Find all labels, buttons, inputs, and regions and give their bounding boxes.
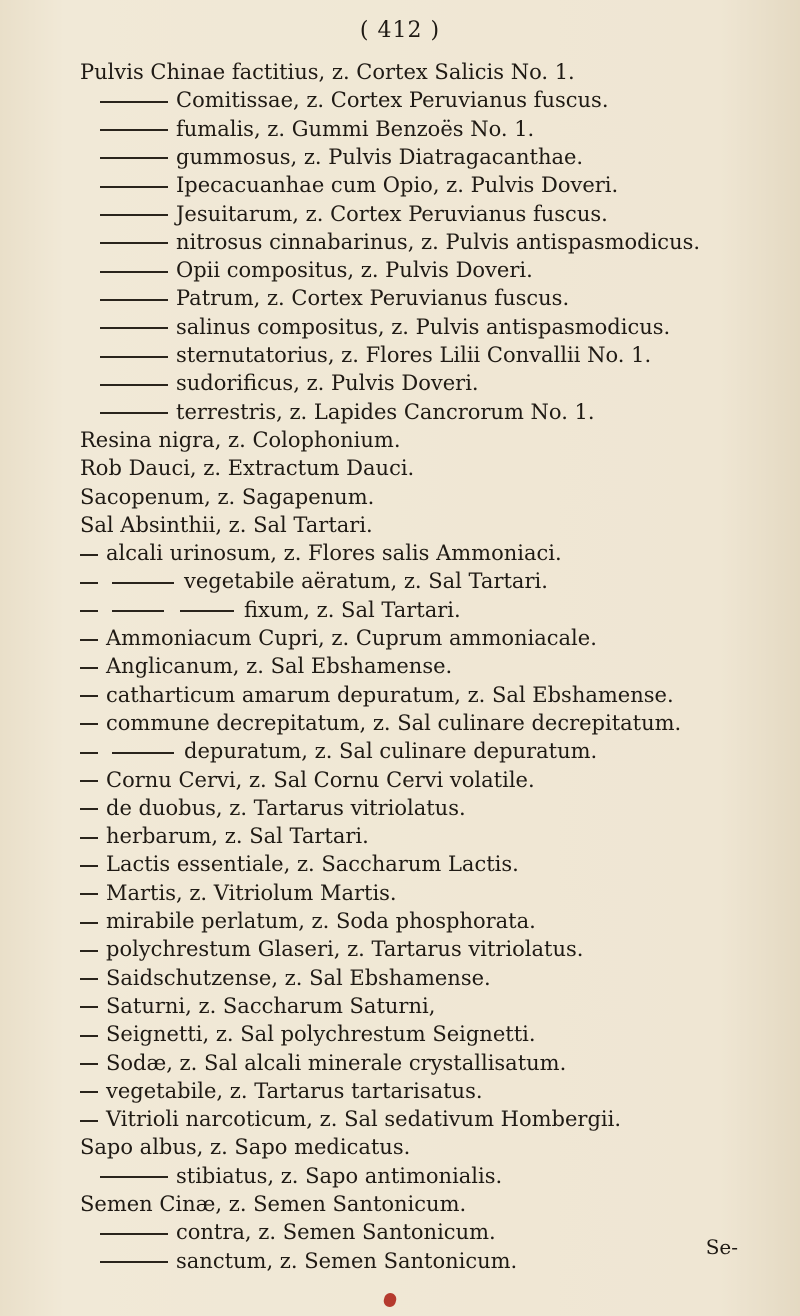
- entry-text: Jesuitarum, z. Cortex Peruvianus fuscus.: [176, 201, 608, 226]
- entry-text: mirabile perlatum, z. Soda phosphorata.: [106, 909, 536, 933]
- entry-text: Anglicanum, z. Sal Ebshamense.: [106, 654, 453, 679]
- entry-text: catharticum amarum depuratum, z. Sal Ebshamense.: [106, 682, 674, 707]
- entry-text: nitrosus cinnabarinus, z. Pulvis antispasmodicus.: [176, 229, 701, 254]
- ditto-dash: [80, 808, 98, 810]
- entry-text: alcali urinosum, z. Flores salis Ammoniaci.: [106, 541, 562, 566]
- ditto-dash: [80, 893, 98, 895]
- ditto-dash: [80, 978, 98, 980]
- entry-text: Patrum, z. Cortex Peruvianus fuscus.: [176, 286, 570, 311]
- entry-text: Martis, z. Vitriolum Martis.: [106, 880, 397, 905]
- ditto-dash: [80, 1091, 98, 1093]
- ditto-dash: [112, 752, 174, 754]
- ditto-dash: [100, 101, 168, 103]
- entry-text: gummosus, z. Pulvis Diatragacanthae.: [176, 144, 584, 169]
- index-entry: [80, 86, 780, 115]
- index-entry: [80, 596, 780, 625]
- entry-text: commune decrepitatum, z. Sal culinare decrepitatum.: [106, 710, 682, 735]
- index-entry: [80, 766, 780, 795]
- index-entry: [80, 1049, 780, 1078]
- index-entry: [80, 1247, 780, 1276]
- index-entry: [80, 1133, 780, 1162]
- index-entry: [80, 171, 780, 200]
- index-entry: [80, 115, 780, 144]
- ditto-dash: [100, 186, 168, 188]
- entry-text: stibiatus, z. Sapo antimonialis.: [176, 1163, 503, 1188]
- ditto-dash: [80, 780, 98, 782]
- ditto-dash: [112, 582, 174, 584]
- ditto-dash: [80, 837, 98, 839]
- ditto-dash: [80, 667, 98, 669]
- index-entry: [80, 1218, 780, 1247]
- entry-text: Ipecacuanhae cum Opio, z. Pulvis Doveri.: [176, 173, 619, 198]
- ditto-dash: [80, 639, 98, 641]
- entry-text: fumalis, z. Gummi Benzoës No. 1.: [176, 116, 535, 141]
- ditto-dash: [180, 610, 234, 612]
- ditto-dash: [80, 1006, 98, 1008]
- ditto-dash: [100, 242, 168, 244]
- index-entry: [80, 58, 780, 87]
- index-entry: [80, 992, 780, 1021]
- index-entry: [80, 284, 780, 313]
- entry-text: sternutatorius, z. Flores Lilii Convallii No. 1.: [176, 343, 652, 367]
- entry-text: depuratum, z. Sal culinare depuratum.: [184, 739, 598, 764]
- index-entry: [80, 313, 780, 342]
- ditto-dash: [80, 922, 98, 924]
- index-entry: [80, 681, 780, 710]
- entry-text: sudorificus, z. Pulvis Doveri.: [176, 371, 479, 396]
- ditto-dash: [80, 752, 98, 754]
- entry-text: contra, z. Semen Santonicum.: [176, 1220, 496, 1245]
- ditto-dash: [100, 1176, 168, 1178]
- index-entry: [80, 567, 780, 596]
- index-entry: [80, 483, 780, 512]
- index-entry: [80, 1105, 780, 1134]
- ditto-dash: [80, 610, 98, 612]
- ditto-dash: [80, 950, 98, 952]
- entry-text: Sodæ, z. Sal alcali minerale crystallisatum.: [106, 1050, 567, 1075]
- entry-text: fixum, z. Sal Tartari.: [244, 597, 461, 622]
- entry-text: Cornu Cervi, z. Sal Cornu Cervi volatile.: [106, 767, 535, 792]
- entry-text: vegetabile, z. Tartarus tartarisatus.: [106, 1078, 483, 1103]
- entry-text: Lactis essentiale, z. Saccharum Lactis.: [106, 852, 519, 877]
- page-number: ( 412 ): [359, 18, 441, 43]
- entry-text: polychrestum Glaseri, z. Tartarus vitriolatus.: [106, 937, 584, 962]
- index-entry: [80, 1190, 780, 1219]
- index-entry: [80, 907, 780, 936]
- index-entry: [80, 822, 780, 851]
- entry-text: Opii compositus, z. Pulvis Doveri.: [176, 258, 533, 283]
- ditto-dash: [100, 1233, 168, 1235]
- entry-text: Pulvis Chinae factitius, z. Cortex Salicis No. 1.: [80, 60, 575, 84]
- index-entry: [80, 1020, 780, 1049]
- ditto-dash: [80, 1063, 98, 1065]
- index-entry: [80, 1077, 780, 1106]
- entry-text: Comitissae, z. Cortex Peruvianus fuscus.: [176, 88, 609, 113]
- index-entry: [80, 454, 780, 483]
- index-entry: [80, 879, 780, 908]
- entry-text: Resina nigra, z. Colophonium.: [80, 427, 401, 452]
- ditto-dash: [100, 271, 168, 273]
- ditto-dash: [80, 865, 98, 867]
- ditto-dash: [80, 582, 98, 584]
- ditto-dash: [100, 412, 168, 414]
- ditto-dash: [80, 1120, 98, 1122]
- entry-text: Saidschutzense, z. Sal Ebshamense.: [106, 965, 491, 990]
- index-entry: [80, 935, 780, 964]
- ditto-dash: [80, 723, 98, 725]
- index-entry: [80, 539, 780, 568]
- index-entry: [80, 143, 780, 172]
- ditto-dash: [80, 695, 98, 697]
- index-entry: [80, 737, 780, 766]
- index-entry: [80, 624, 780, 653]
- entry-text: Ammoniacum Cupri, z. Cuprum ammoniacale.: [106, 626, 597, 650]
- ditto-dash: [100, 327, 168, 329]
- index-entry: [80, 341, 780, 370]
- entry-text: herbarum, z. Sal Tartari.: [106, 824, 369, 849]
- catchword: Se-: [705, 1235, 738, 1259]
- entry-text: Semen Cinæ, z. Semen Santonicum.: [80, 1192, 467, 1216]
- ditto-dash: [100, 356, 168, 358]
- index-entry: [80, 256, 780, 285]
- entry-text: Rob Dauci, z. Extractum Dauci.: [80, 456, 415, 481]
- index-entry: [80, 511, 780, 540]
- index-entry: [80, 652, 780, 681]
- entry-text: Sacopenum, z. Sagapenum.: [80, 484, 375, 509]
- ditto-dash: [100, 129, 168, 131]
- index-entry: [80, 426, 780, 455]
- entry-text: Sal Absinthii, z. Sal Tartari.: [80, 512, 373, 537]
- index-entry: [80, 228, 780, 257]
- entry-text: Seignetti, z. Sal polychrestum Seignetti.: [106, 1022, 536, 1047]
- ditto-dash: [100, 384, 168, 386]
- entry-text: salinus compositus, z. Pulvis antispasmodicus.: [176, 314, 671, 339]
- entry-text: vegetabile aëratum, z. Sal Tartari.: [184, 569, 548, 594]
- ditto-dash: [80, 554, 98, 556]
- ditto-dash: [112, 610, 164, 612]
- ditto-dash: [80, 1035, 98, 1037]
- entry-text: de duobus, z. Tartarus vitriolatus.: [106, 795, 466, 820]
- index-entry: [80, 1162, 780, 1191]
- entry-text: terrestris, z. Lapides Cancrorum No. 1.: [176, 399, 595, 424]
- index-entry: [80, 709, 780, 738]
- index-entry: [80, 794, 780, 823]
- ditto-dash: [100, 299, 168, 301]
- ditto-dash: [100, 214, 168, 216]
- index-entry: [80, 369, 780, 398]
- entry-text: Saturni, z. Saccharum Saturni,: [106, 993, 436, 1018]
- entry-text: Vitrioli narcoticum, z. Sal sedativum Hombergii.: [106, 1107, 621, 1132]
- index-entry: [80, 398, 780, 427]
- index-entry: [80, 964, 780, 993]
- ditto-dash: [100, 1261, 168, 1263]
- index-entry: [80, 200, 780, 229]
- entry-text: Sapo albus, z. Sapo medicatus.: [80, 1135, 411, 1160]
- ditto-dash: [100, 157, 168, 159]
- index-entry: [80, 850, 780, 879]
- entry-text: sanctum, z. Semen Santonicum.: [176, 1248, 518, 1273]
